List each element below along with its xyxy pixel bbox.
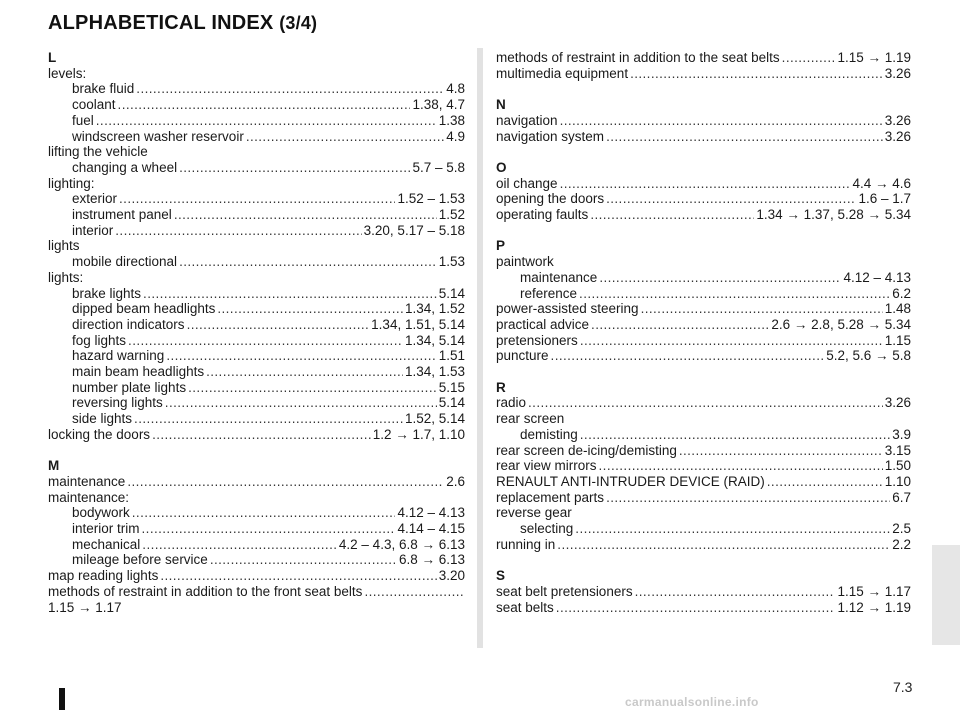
dot-leader [152,427,371,443]
index-term: dipped beam headlights [72,301,216,317]
index-term: main beam headlights [72,364,205,380]
index-entry [496,129,911,145]
index-entry [496,458,911,474]
page-reference: 1.34, 1.52 [404,301,465,317]
dot-leader [641,301,883,317]
page-reference: 1.34 → 1.37, 5.28 → 5.34 [756,207,911,222]
dot-leader [96,113,437,129]
dot-leader [142,537,337,553]
page-reference: 1.15 → 1.17 [837,583,911,599]
page-reference: 5.14 [438,285,465,301]
page-reference: 3.20, 5.17 – 5.18 [363,222,465,238]
index-entry [48,395,465,411]
page-reference: 4.8 [446,81,465,97]
index-term: methods of restraint in addition to the seat belts [496,50,780,65]
index-term: operating faults [496,207,589,222]
index-heading: levels: [48,65,87,81]
index-term: selecting [520,521,574,537]
dot-leader [246,129,444,145]
page-reference: 1.15 [884,332,911,348]
dot-leader [127,474,444,490]
index-entry [496,207,911,223]
index-entry [48,113,465,129]
index-term: reversing lights [72,395,163,411]
page-reference: 1.50 [884,458,911,474]
index-term: practical advice [496,316,590,332]
index-term: brake lights [72,285,142,301]
page-title-part: (3/4) [279,13,318,33]
index-entry [48,191,465,207]
page-reference: 3.9 [892,426,911,442]
page-reference: 1.52 [438,207,465,223]
index-term: seat belts [496,599,554,615]
dot-leader [580,333,883,349]
dot-leader [119,191,395,207]
page-reference: 1.38 [438,112,465,128]
index-term: multimedia equipment [496,65,629,81]
dot-leader [591,317,769,333]
index-entry [496,333,911,349]
index-entry [496,443,911,459]
index-term: maintenance [520,269,598,285]
index-entry [496,395,911,411]
section-gap [496,552,911,568]
dot-leader [679,443,883,459]
dot-leader [166,348,436,364]
index-entry [496,348,911,364]
page-reference: 4.14 – 4.15 [397,521,465,537]
page-reference: 2.6 [446,473,465,489]
dot-leader [115,223,361,239]
index-entry [48,81,465,97]
dot-leader [606,129,883,145]
dot-leader [364,584,463,600]
dot-leader [606,191,856,207]
index-entry [48,333,465,349]
index-entry [496,537,911,553]
column-divider [477,48,483,648]
dot-leader [118,97,411,113]
page-reference: 1.10 [884,473,911,489]
section-gap [496,81,911,97]
page-reference: 5.15 [438,379,465,395]
page-reference: 1.34, 5.14 [404,332,465,348]
index-entry [496,301,911,317]
index-heading: 1.15 → 1.17 [48,599,122,615]
index-term: rear view mirrors [496,458,597,474]
index-letter-heading: S [496,568,506,584]
index-term: replacement parts [496,489,605,505]
page-number: 7.3 [893,679,913,695]
page-reference: 1.15 → 1.19 [837,50,911,65]
index-entry [48,348,465,364]
index-term: fog lights [72,332,127,348]
index-term: brake fluid [72,81,135,97]
index-heading: rear screen [496,411,565,427]
dot-leader [560,176,851,192]
index-letter-heading: P [496,238,506,254]
page-reference: 5.14 [438,395,465,411]
index-entry [496,317,911,333]
page-title-text: ALPHABETICAL INDEX [48,12,274,34]
index-entry [48,537,465,553]
index-heading: maintenance: [48,489,130,505]
dot-leader [575,521,890,537]
index-term: mileage before service [72,552,208,568]
page-reference: 1.52 – 1.53 [397,191,465,207]
dot-leader [635,584,836,600]
index-entry [48,427,465,443]
section-gap [496,364,911,380]
section-gap [496,223,911,239]
index-entry [48,411,465,427]
dot-leader [551,348,825,364]
dot-leader [160,568,436,584]
page-reference: 1.53 [438,254,465,270]
index-entry [496,270,911,286]
dot-leader [599,270,841,286]
index-entry [496,427,911,443]
index-entry [48,223,465,239]
page-title [48,12,317,35]
index-term: opening the doors [496,191,605,207]
index-entry [48,552,465,568]
dot-leader [206,364,403,380]
page-reference: 1.34, 1.51, 5.14 [371,316,465,332]
index-entry [48,364,465,380]
section-gap [496,144,911,160]
index-term: interior trim [72,521,140,537]
index-entry [48,207,465,223]
page-reference: 2.2 [892,536,911,552]
dot-leader [179,160,410,176]
page-reference: 2.6 → 2.8, 5.28 → 5.34 [771,316,911,332]
dot-leader [188,380,437,396]
dot-leader [143,286,437,302]
index-entry [496,176,911,192]
index-term: demisting [520,426,578,442]
page-reference: 1.12 → 1.19 [837,599,911,615]
index-letter-heading: L [48,50,57,65]
page-reference: 4.2 – 4.3, 6.8 → 6.13 [338,536,465,552]
index-term: hazard warning [72,348,165,364]
index-term: oil change [496,175,558,191]
dot-leader [579,286,890,302]
page-reference: 1.52, 5.14 [404,411,465,427]
page-reference: 1.34, 1.53 [404,364,465,380]
page-reference: 3.15 [884,442,911,458]
dot-leader [136,81,444,97]
index-letter-heading: O [496,159,507,175]
section-edge-tab [932,545,960,645]
page-reference: 3.26 [884,128,911,144]
index-term: windscreen washer reservoir [72,128,244,144]
index-entry [496,490,911,506]
index-entry [48,286,465,302]
index-term: mobile directional [72,254,178,270]
page-reference: 6.7 [892,489,911,505]
index-term: coolant [72,97,116,113]
index-entry [496,521,911,537]
index-entry [48,505,465,521]
index-term: mechanical [72,536,141,552]
index-term: map reading lights [48,568,159,584]
watermark: carmanualsonline.info [625,695,759,709]
section-gap [48,443,465,459]
index-letter-heading: M [48,458,60,474]
index-term: radio [496,395,527,411]
page-reference: 3.26 [884,112,911,128]
page-reference: 3.20 [438,568,465,584]
index-term: RENAULT ANTI-INTRUDER DEVICE (RAID) [496,473,765,489]
index-term: reference [520,285,578,301]
index-term: locking the doors [48,426,151,442]
corner-mark [59,688,65,710]
dot-leader [128,333,403,349]
index-entry [48,474,465,490]
index-term: power-assisted steering [496,301,639,317]
index-heading: lighting: [48,175,95,191]
index-entry [48,568,465,584]
dot-leader [165,395,437,411]
index-term: puncture [496,348,549,364]
index-entry [496,286,911,302]
index-entry [48,160,465,176]
dot-leader [132,505,396,521]
dot-leader [590,207,754,223]
page-reference: 1.6 – 1.7 [858,191,911,207]
page-reference: 4.4 → 4.6 [852,175,911,191]
index-column-left [48,50,465,615]
page-reference: 3.26 [884,395,911,411]
index-term: rear screen de-icing/demisting [496,442,677,458]
dot-leader [599,458,883,474]
index-entry [48,129,465,145]
dot-leader [630,66,883,82]
dot-leader [580,427,890,443]
index-entry [48,97,465,113]
index-entry [48,317,465,333]
index-entry [496,600,911,616]
index-entry [48,584,465,600]
dot-leader [560,113,883,129]
index-term: seat belt pretensioners [496,583,633,599]
index-term: maintenance [48,473,126,489]
dot-leader [142,521,396,537]
dot-leader [134,411,403,427]
page-reference: 4.12 – 4.13 [843,269,911,285]
index-entry [496,191,911,207]
page-reference: 1.51 [438,348,465,364]
dot-leader [557,537,890,553]
page-reference: 2.5 [892,521,911,537]
index-term: number plate lights [72,379,187,395]
page-reference: 1.38, 4.7 [412,97,465,113]
index-term: direction indicators [72,316,185,332]
index-term: fuel [72,112,94,128]
page-reference: 6.2 [892,285,911,301]
index-letter-heading: R [496,379,506,395]
dot-leader [179,254,437,270]
index-term: instrument panel [72,207,172,223]
index-heading: paintwork [496,254,554,270]
index-term: changing a wheel [72,159,178,175]
index-heading: reverse gear [496,505,572,521]
dot-leader [217,301,403,317]
index-entry [48,521,465,537]
index-entry [496,50,911,66]
index-term: interior [72,222,114,238]
dot-leader [187,317,370,333]
index-entry [48,380,465,396]
index-term: methods of restraint in addition to the front seat belts [48,583,363,599]
page-reference: 4.9 [446,128,465,144]
dot-leader [174,207,437,223]
index-heading: lights [48,238,80,254]
index-heading: lights: [48,269,84,285]
index-term: exterior [72,191,118,207]
index-term: navigation system [496,128,605,144]
index-heading: lifting the vehicle [48,144,148,160]
index-term: pretensioners [496,332,578,348]
dot-leader [606,490,890,506]
page-reference: 5.7 – 5.8 [412,159,465,175]
page-reference: 4.12 – 4.13 [397,505,465,521]
index-term: navigation [496,112,558,128]
index-entry [496,474,911,490]
dot-leader [556,600,836,616]
page-reference: 1.48 [884,301,911,317]
index-entry [48,254,465,270]
page-reference: 6.8 → 6.13 [398,552,465,568]
page-reference: 1.2 → 1.7, 1.10 [372,426,465,442]
index-entry [496,66,911,82]
index-entry [496,584,911,600]
index-entry [496,113,911,129]
index-term: running in [496,536,556,552]
dot-leader [210,552,397,568]
dot-leader [782,50,836,66]
page-reference: 3.26 [884,65,911,81]
dot-leader [767,474,883,490]
index-term: side lights [72,411,133,427]
dot-leader [528,395,883,411]
page-reference: 5.2, 5.6 → 5.8 [826,348,911,364]
index-term: bodywork [72,505,130,521]
index-column-right [496,50,911,615]
index-entry [48,301,465,317]
index-letter-heading: N [496,97,506,113]
